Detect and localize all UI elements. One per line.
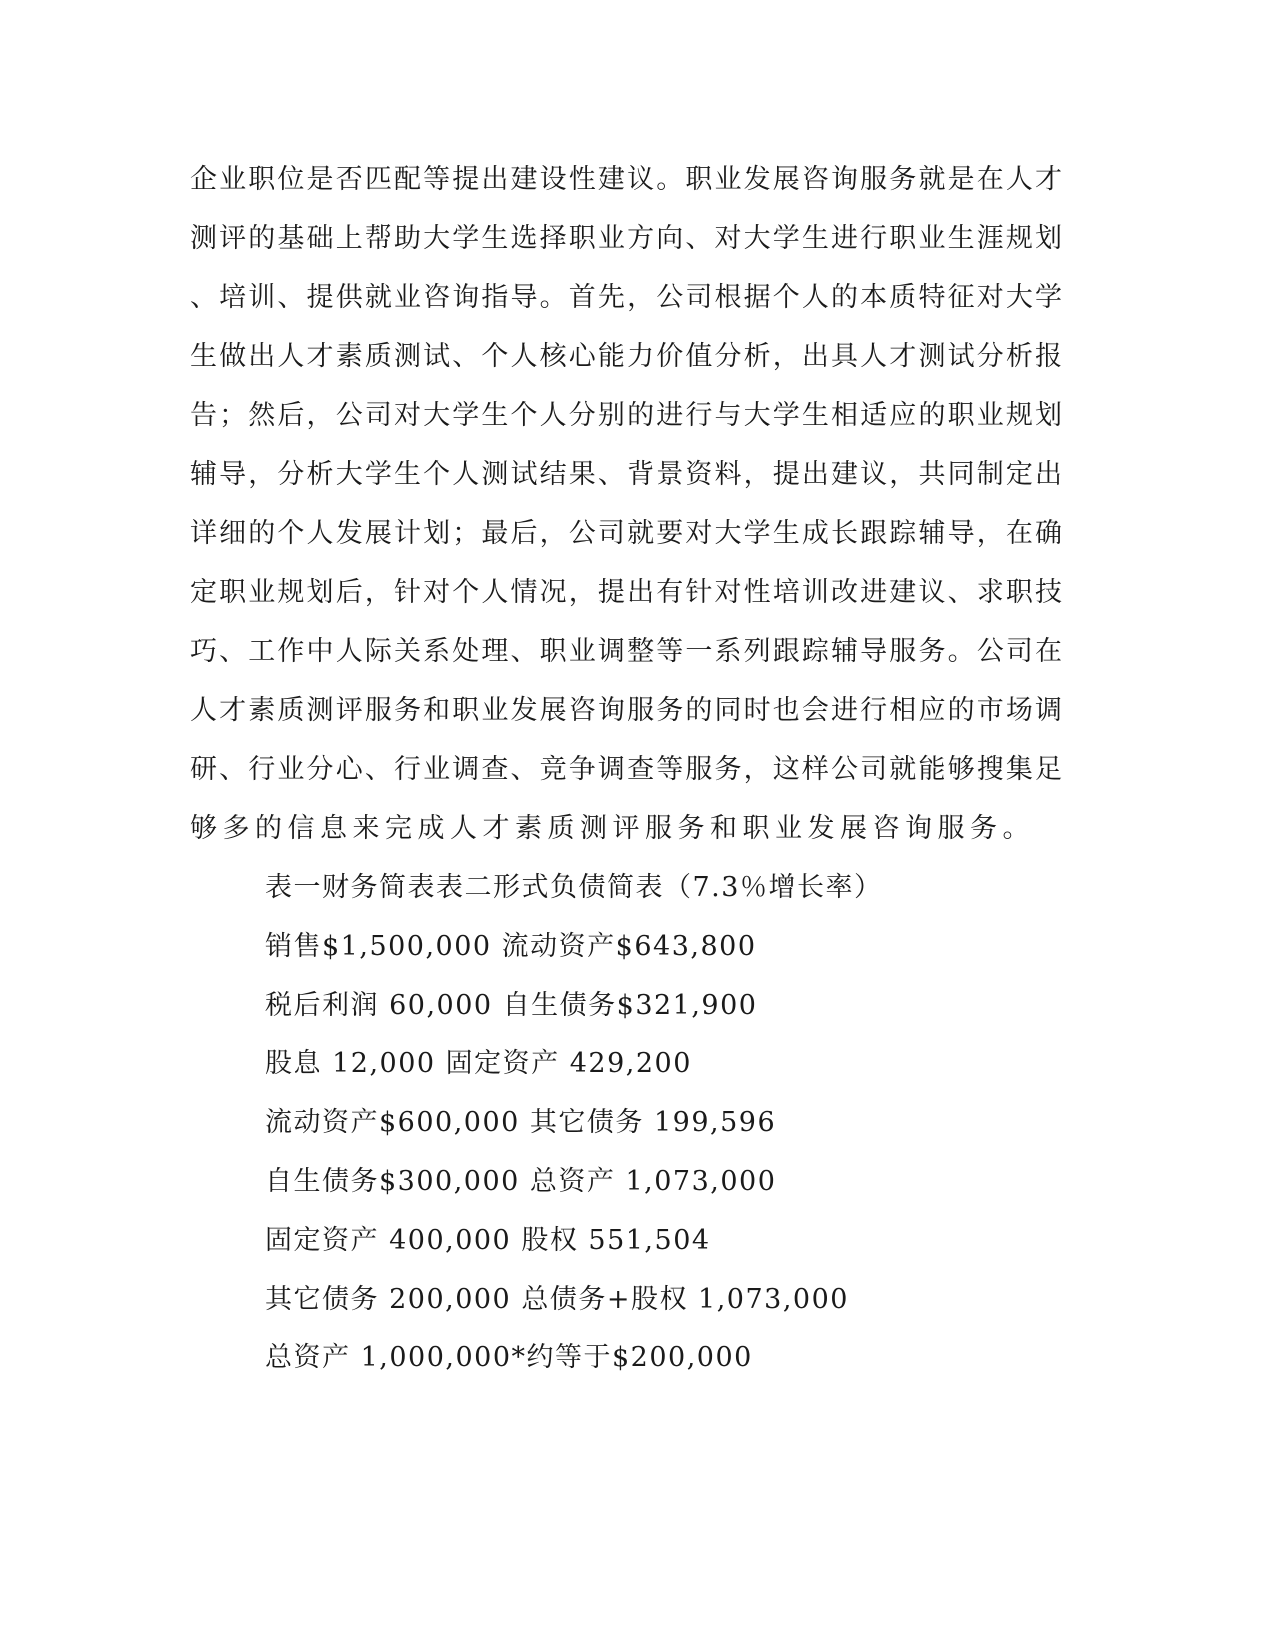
- financial-line: 流动资产$600,000 其它债务 199,596: [265, 1107, 777, 1138]
- financial-line: 总资产 1,000,000*约等于$200,000: [265, 1342, 753, 1373]
- paragraph-line: 告；然后，公司对大学生个人分别的进行与大学生相适应的职业规划: [190, 400, 1062, 431]
- financial-line: 税后利润 60,000 自生债务$321,900: [265, 990, 758, 1021]
- table-caption: 表一财务简表表二形式负债简表（7.3％增长率）: [265, 872, 883, 903]
- paragraph-line: 、培训、提供就业咨询指导。首先，公司根据个人的本质特征对大学: [190, 282, 1062, 313]
- paragraph-line: 巧、工作中人际关系处理、职业调整等一系列跟踪辅导服务。公司在: [190, 636, 1062, 667]
- paragraph-line: 人才素质测评服务和职业发展咨询服务的同时也会进行相应的市场调: [190, 695, 1062, 726]
- financial-line: 自生债务$300,000 总资产 1,073,000: [265, 1166, 777, 1197]
- paragraph-line: 企业职位是否匹配等提出建设性建议。职业发展咨询服务就是在人才: [190, 164, 1062, 195]
- paragraph-line: 详细的个人发展计划；最后，公司就要对大学生成长跟踪辅导，在确: [190, 518, 1062, 549]
- financial-line: 其它债务 200,000 总债务+股权 1,073,000: [265, 1284, 849, 1315]
- paragraph-line: 辅导，分析大学生个人测试结果、背景资料，提出建议，共同制定出: [190, 459, 1062, 490]
- financial-line: 固定资产 400,000 股权 551,504: [265, 1225, 711, 1256]
- financial-line: 销售$1,500,000 流动资产$643,800: [265, 931, 757, 962]
- paragraph-line: 定职业规划后，针对个人情况，提出有针对性培训改进建议、求职技: [190, 577, 1062, 608]
- paragraph-line: 测评的基础上帮助大学生选择职业方向、对大学生进行职业生涯规划: [190, 223, 1062, 254]
- paragraph-last-line: 够多的信息来完成人才素质测评服务和职业发展咨询服务。: [190, 813, 1035, 844]
- paragraph-line: 研、行业分心、行业调查、竞争调查等服务，这样公司就能够搜集足: [190, 754, 1062, 785]
- paragraph-line: 生做出人才素质测试、个人核心能力价值分析，出具人才测试分析报: [190, 341, 1062, 372]
- financial-line: 股息 12,000 固定资产 429,200: [265, 1048, 692, 1079]
